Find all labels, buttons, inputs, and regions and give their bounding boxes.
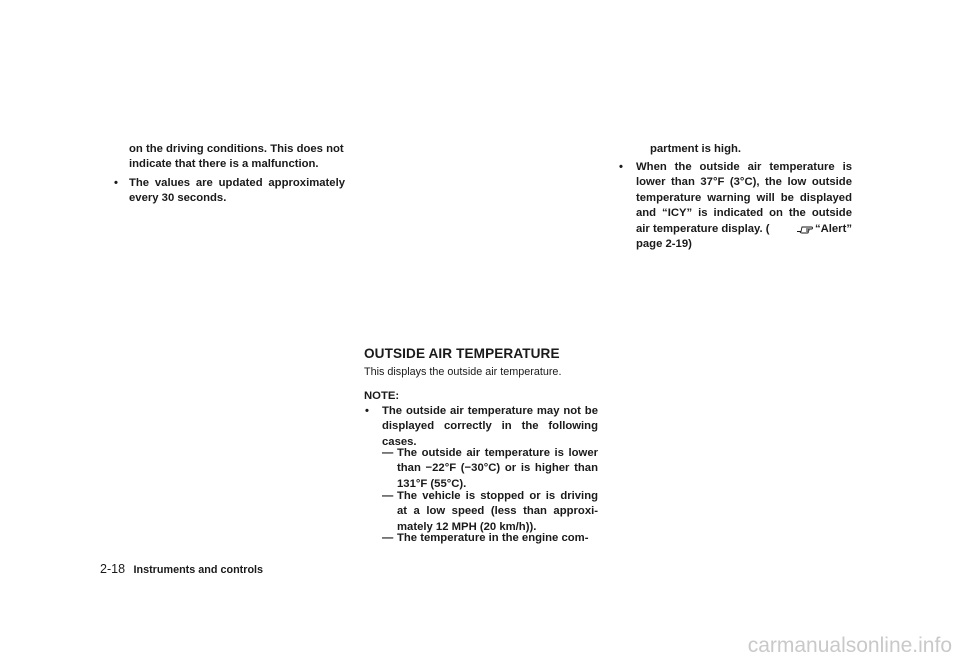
sub-item-1 [397,446,598,492]
note-line-3: cases. [382,435,417,448]
watermark: carmanualsonline.info [747,634,952,657]
sub-item-2-line-3: mately 12 MPH (20 km/h)). [397,520,537,533]
bullet-marker: • [619,161,623,173]
note-label: NOTE: [364,390,400,402]
dash-marker: — [382,447,394,459]
update-interval-bullet [129,176,345,207]
section-title: Instruments and controls [133,564,264,576]
intro-text: This displays the outside air temperature. [364,366,562,378]
continued-line: partment is high. [650,143,742,155]
icy-line-4: and “ICY” is indicated on the outside [636,207,852,220]
icy-page-reference: page 2-19) [636,238,692,251]
pointing-hand-icon [796,224,813,235]
bullet-line-1: The values are updated approximately [129,177,345,189]
sub-item-1-line-2: than −22°F (−30°C) or is higher than [397,462,598,475]
alert-reference-label: “Alert” [814,222,852,235]
icy-line-3: temperature warning will be displayed [636,191,852,204]
note-line-1: The outside air temperature may not be [382,405,598,417]
bullet-marker: • [365,405,369,417]
icy-line-1: When the outside air temperature is [636,161,852,173]
icy-line-5-text: air temperature display. ( [636,222,770,235]
sub-item-1-line-1: The outside air temperature is lower [397,447,598,459]
sub-item-2-line-1: The vehicle is stopped or is driving [397,490,598,502]
bullet-marker: • [114,177,118,189]
column-1 [129,142,345,173]
bullet-line-2: every 30 seconds. [129,192,227,205]
continued-line-2: indicate that there is a malfunction. [129,158,319,171]
icy-warning-bullet [636,160,852,252]
sub-item-3 [397,531,598,546]
continued-line-1: on the driving conditions. This does not [129,143,344,155]
sub-item-2 [397,489,598,535]
note-line-2: displayed correctly in the following [382,420,598,433]
sub-item-3-line-1: The temperature in the engine com- [397,532,589,544]
section-heading: OUTSIDE AIR TEMPERATURE [364,346,560,361]
dash-marker: — [382,490,394,502]
page-footer [100,560,263,578]
alert-reference[interactable] [794,222,852,237]
sub-item-2-line-2: at a low speed (less than approxi- [397,505,598,518]
dash-marker: — [382,532,394,544]
note-bullet [382,404,598,450]
icy-line-5 [636,222,852,237]
icy-line-2: lower than 37°F (3°C), the low outside [636,176,852,189]
page-number: 2-18 [100,562,126,576]
sub-item-1-line-3: 131°F (55°C). [397,477,467,490]
